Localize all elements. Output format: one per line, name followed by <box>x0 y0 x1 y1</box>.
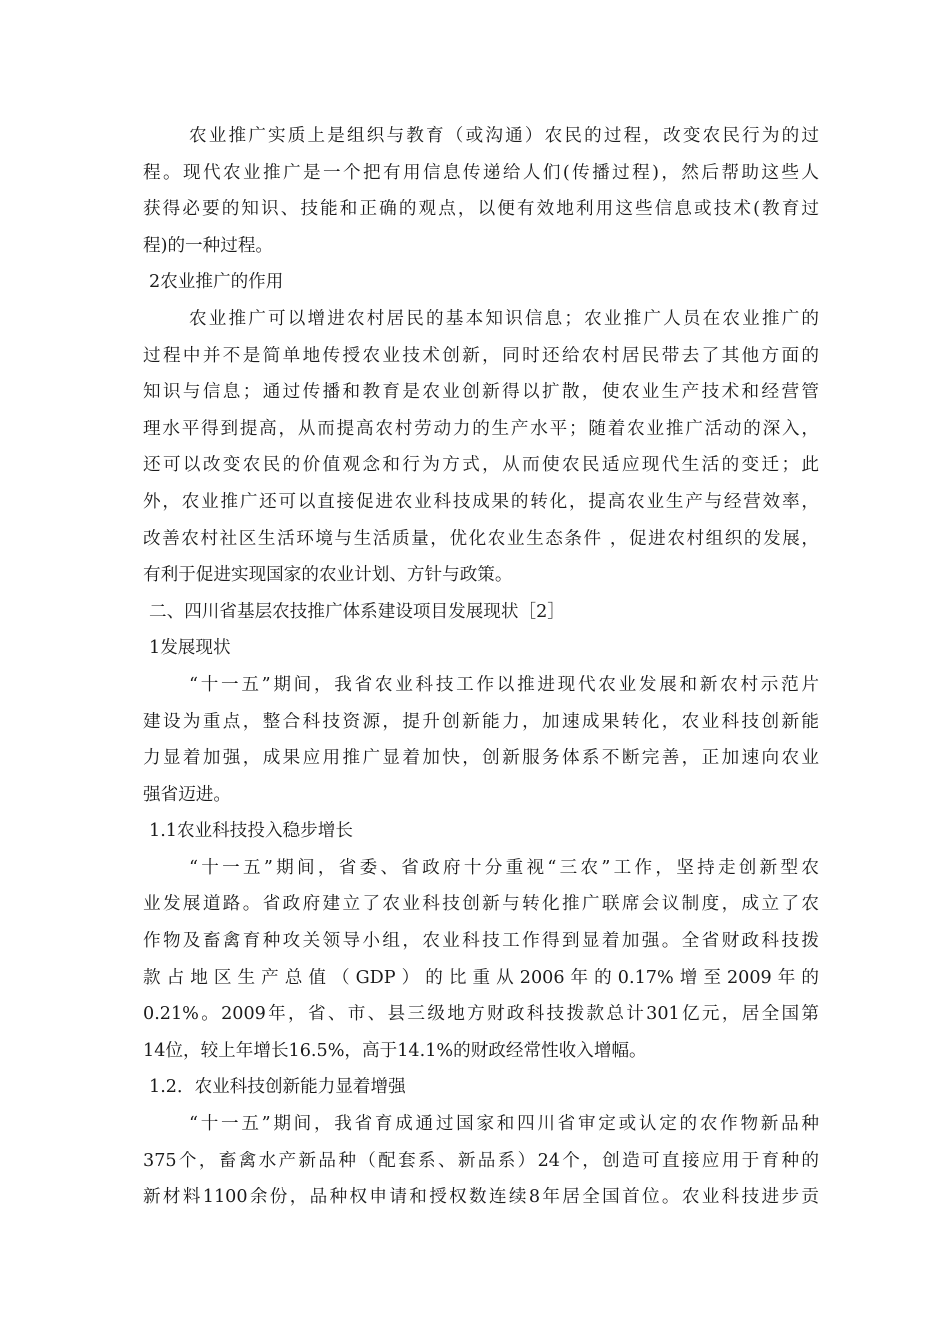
paragraph-line: 获得必要的知识、技能和正确的观点，以便有效地利用这些信息或技术(教育过 <box>143 199 819 220</box>
paragraph-line: 375个，畜禽水产新品种（配套系、新品系）24个，创造可直接应用于育种的 <box>143 1150 819 1171</box>
paragraph-line: 款占地区生产总值（GDP）的比重从2006年的0.17%增至2009年的 <box>143 967 819 988</box>
paragraph-line: 业发展道路。省政府建立了农业科技创新与转化推广联席会议制度，成立了农 <box>143 894 819 915</box>
section-heading: 1发展现状 <box>149 638 231 659</box>
paragraph-line: 还可以改变农民的价值观念和行为方式，从而使农民适应现代生活的变迁；此 <box>143 455 819 476</box>
paragraph-line: “十一五”期间，我省育成通过国家和四川省审定或认定的农作物新品种 <box>189 1114 819 1135</box>
paragraph-line: 0.21%。2009年，省、市、县三级地方财政科技拨款总计301亿元，居全国第 <box>143 1004 819 1025</box>
paragraph-line: 有利于促进实现国家的农业计划、方针与政策。 <box>143 565 513 586</box>
paragraph-line: 改善农村社区生活环境与生活质量，优化农业生态条件 ，促进农村组织的发展， <box>143 528 819 549</box>
paragraph-line: 理水平得到提高，从而提高农村劳动力的生产水平；随着农业推广活动的深入， <box>143 418 819 439</box>
paragraph-line: 强省迈进。 <box>143 784 231 805</box>
paragraph-line: 建设为重点，整合科技资源，提升创新能力，加速成果转化，农业科技创新能 <box>143 711 819 732</box>
paragraph-line: 农业推广实质上是组织与教育（或沟通）农民的过程，改变农民行为的过 <box>189 126 819 146</box>
paragraph-line: 程)的一种过程。 <box>143 235 274 256</box>
document-body <box>143 118 819 1216</box>
paragraph-line: 程。现代农业推广是一个把有用信息传递给人们(传播过程)，然后帮助这些人 <box>143 162 819 183</box>
paragraph-line: 作物及畜禽育种攻关领导小组，农业科技工作得到显着加强。全省财政科技拨 <box>143 931 819 952</box>
section-heading: 二、四川省基层农技推广体系建设项目发展现状［2］ <box>149 601 565 622</box>
paragraph-line: 过程中并不是简单地传授农业技术创新，同时还给农村居民带去了其他方面的 <box>143 345 819 366</box>
paragraph-line: 14位，较上年增长16.5%，高于14.1%的财政经常性收入增幅。 <box>143 1040 647 1061</box>
paragraph-line: 力显着加强，成果应用推广显着加快，创新服务体系不断完善，正加速向农业 <box>143 748 819 769</box>
paragraph-line: 知识与信息；通过传播和教育是农业创新得以扩散，使农业生产技术和经营管 <box>143 382 819 403</box>
section-heading: 1.1农业科技投入稳步增长 <box>149 821 353 842</box>
paragraph-line: 新材料1100余份，品种权申请和授权数连续8年居全国首位。农业科技进步贡 <box>143 1187 819 1208</box>
paragraph-line: “十一五”期间，省委、省政府十分重视“三农”工作，坚持走创新型农 <box>189 857 819 878</box>
paragraph-line: 农业推广可以增进农村居民的基本知识信息；农业推广人员在农业推广的 <box>189 308 819 329</box>
paragraph-line: “十一五”期间，我省农业科技工作以推进现代农业发展和新农村示范片 <box>189 674 819 695</box>
paragraph-line: 外，农业推广还可以直接促进农业科技成果的转化，提高农业生产与经营效率， <box>143 491 819 512</box>
section-heading: 2农业推广的作用 <box>149 272 284 293</box>
section-heading: 1.2．农业科技创新能力显着增强 <box>149 1077 406 1098</box>
